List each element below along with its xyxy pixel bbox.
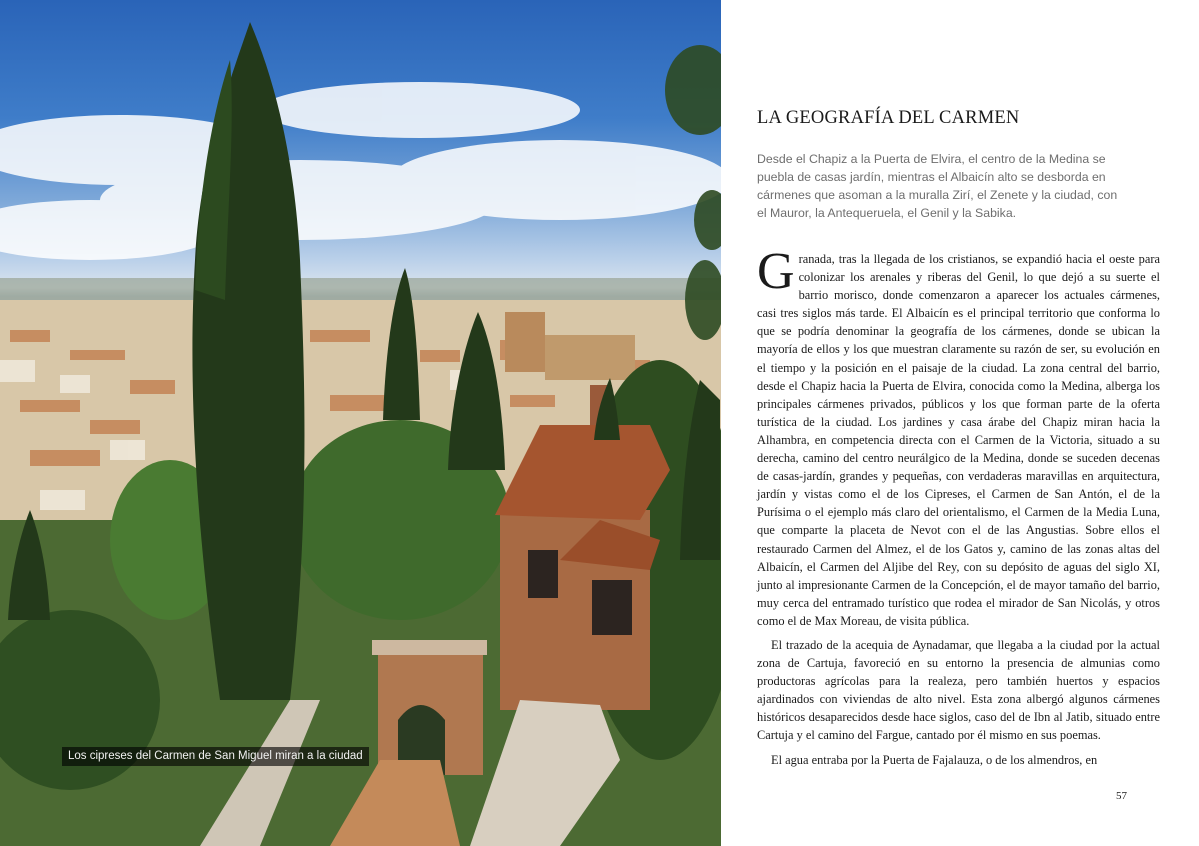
text-page <box>721 0 1199 846</box>
arch-gate <box>372 640 487 775</box>
paragraph-2: El trazado de la acequia de Aynadamar, que llegaba a la ciudad por la actual zona de Cartuja, favoreció en su entorno la presencia de almunias como productoras agrícolas para la realeza, pero también huertos y espacios ajardinados con viviendas de alto nivel. Esta zona albergó algunos cármenes históricos desaparecidos desde hace siglos, caso del de Ibn al Jatib, situado entre Cartuja y el camino del Fargue, cantado por él mismo en sus poemas. <box>757 637 1160 743</box>
photo-caption: Los cipreses del Carmen de San Miguel miran a la ciudad <box>62 747 369 766</box>
page-number: 57 <box>1116 790 1127 802</box>
clouds <box>0 82 721 260</box>
lead-paragraph: Desde el Chapiz a la Puerta de Elvira, el centro de la Medina se puebla de casas jardín, mientras el Albaicín alto se desborda en cármenes que asoman a la muralla Zirí, el Zenete y la ciudad, con el Mauror, la Antequeruela, el Genil y la Sabika. <box>757 152 1118 220</box>
drop-cap: G <box>757 243 795 300</box>
article-body <box>757 243 1160 775</box>
paragraph-3: El agua entraba por la Puerta de Fajalauza, o de los almendros, en <box>771 752 1098 767</box>
chapter-title: LA GEOGRAFÍA DEL CARMEN <box>757 108 1020 128</box>
paragraph-1-text: ranada, tras la llegada de los cristianos, se expandió hacia el oeste para colonizar los arenales y riberas del Genil, lo que dejó a su suerte el barrio morisco, donde comenzaron a aparecer los actuales cármenes, casi tres siglos más tarde. El Albaicín es el principal territorio que conforma lo que se podría denominar la geografía de los cármenes, donde se ubican la mayoría de ellos y los que muestran claramente su razón de ser, su evolución en el tiempo y la posición en el paisaje de la ciudad. La zona central del barrio, desde el Chapiz hacia la Puerta de Elvira, conocida como la Medina, alberga los principales cármenes privados, públicos y los que forman parte de la oferta turística de la ciudad. Los jardines y casa árabe del Chapiz miran hacia la Alhambra, en competencia directa con el Carmen de la Victoria, situado a su derecha, camino del centro neurálgico de la Medina, donde se suceden decenas de casas-jardín, grandes y pequeñas, con verdaderas maravillas en arquitectura, jardín y vistas como el de los Cipreses, el Carmen de San Antón, el de la Purísima o el ejemplo más claro del orientalismo, el Carmen de la Media Luna, que comparte la placeta de Nevot con el de las Angustias. Sobre ellos el restaurado Carmen del Almez, el de los Gatos y, camino de las zonas altas del Albaicín, el Carmen del Aljibe del Rey, con su depósito de aguas del siglo XI, junto al impresionante Carmen de la Concepción, el de mayor tamaño del barrio, muy cerca del entramado turístico que rodea el mirador de San Nicolás, y otros como el de Max Moreau, de visita pública. <box>757 252 1160 628</box>
paragraph-1 <box>757 243 1160 630</box>
